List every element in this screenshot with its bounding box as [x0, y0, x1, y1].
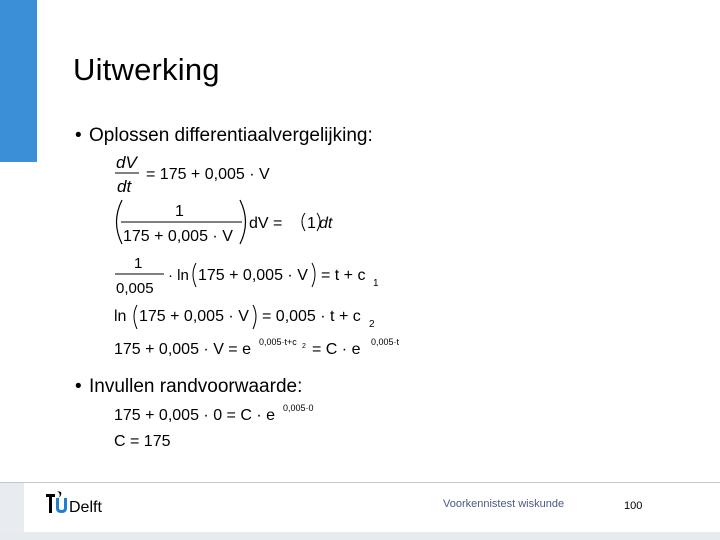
- eq2-frac-numerator: 1: [175, 203, 184, 220]
- eq3-frac-denominator: 0,005: [116, 280, 154, 297]
- eq3-paren-close: [312, 263, 315, 287]
- eq5-exponent-2: 0,005·t: [371, 337, 400, 347]
- slide-title: Uitwerking: [73, 52, 220, 87]
- tudelft-logo: [44, 489, 124, 519]
- equation-4: [114, 305, 375, 330]
- eq7-text: C = 175: [114, 433, 171, 450]
- equation-2: [117, 200, 333, 245]
- logo-text: Delft: [69, 499, 102, 516]
- eq5-middle: = C · e: [312, 341, 361, 358]
- eq1-denominator: dt: [117, 177, 132, 196]
- eq3-frac-numerator: 1: [134, 255, 143, 272]
- equation-3: [115, 255, 379, 297]
- logo-t: [46, 494, 55, 513]
- equation-5: [114, 337, 400, 358]
- eq1-numerator: dV: [116, 153, 137, 172]
- eq2-frac-denominator: 175 + 0,005 · V: [123, 228, 233, 245]
- footer-divider: [0, 482, 720, 483]
- eq2-middle: dV =: [249, 215, 283, 232]
- bullet-dot: •: [75, 376, 82, 397]
- logo-u: [56, 498, 67, 513]
- eq2-end: dt: [319, 215, 333, 232]
- page-number: 100: [624, 500, 643, 512]
- equation-1: [115, 153, 270, 196]
- equation-6: [114, 403, 314, 424]
- equation-7: [114, 433, 171, 450]
- eq4-ln: ln: [114, 308, 127, 325]
- eq6-exponent: 0,005·0: [283, 403, 314, 413]
- eq4-subscript: 2: [369, 319, 375, 330]
- eq3-ln: · ln: [168, 267, 189, 284]
- eq3-subscript: 1: [373, 278, 379, 289]
- eq4-rhs: = 0,005 · t + c: [262, 308, 361, 325]
- bullet-1-text: Oplossen differentiaalvergelijking:: [89, 125, 373, 146]
- eq4-paren-close: [253, 305, 256, 329]
- eq1-rhs: = 175 + 0,005 · V: [146, 166, 270, 183]
- eq5-lhs: 175 + 0,005 · V = e: [114, 341, 251, 358]
- eq2-paren-open: [302, 213, 305, 231]
- bullet-dot: •: [75, 125, 82, 146]
- footer-caption: Voorkennistest wiskunde: [443, 498, 565, 510]
- eq4-inner: 175 + 0,005 · V: [139, 308, 249, 325]
- eq3-rhs: = t + c: [321, 267, 366, 284]
- eq3-paren-open: [193, 263, 196, 287]
- eq5-exponent-1-sub: 2: [302, 343, 306, 350]
- flame-icon: [57, 491, 61, 498]
- footer-bottom-bar: [0, 532, 720, 540]
- eq5-exponent-1: 0,005·t+c: [259, 337, 297, 347]
- eq6-lhs: 175 + 0,005 · 0 = C · e: [114, 407, 275, 424]
- bullet-2-text: Invullen randvoorwaarde:: [89, 376, 303, 397]
- eq3-inner: 175 + 0,005 · V: [198, 267, 308, 284]
- eq2-paren-value: 1: [307, 215, 316, 232]
- eq4-paren-open: [134, 305, 137, 329]
